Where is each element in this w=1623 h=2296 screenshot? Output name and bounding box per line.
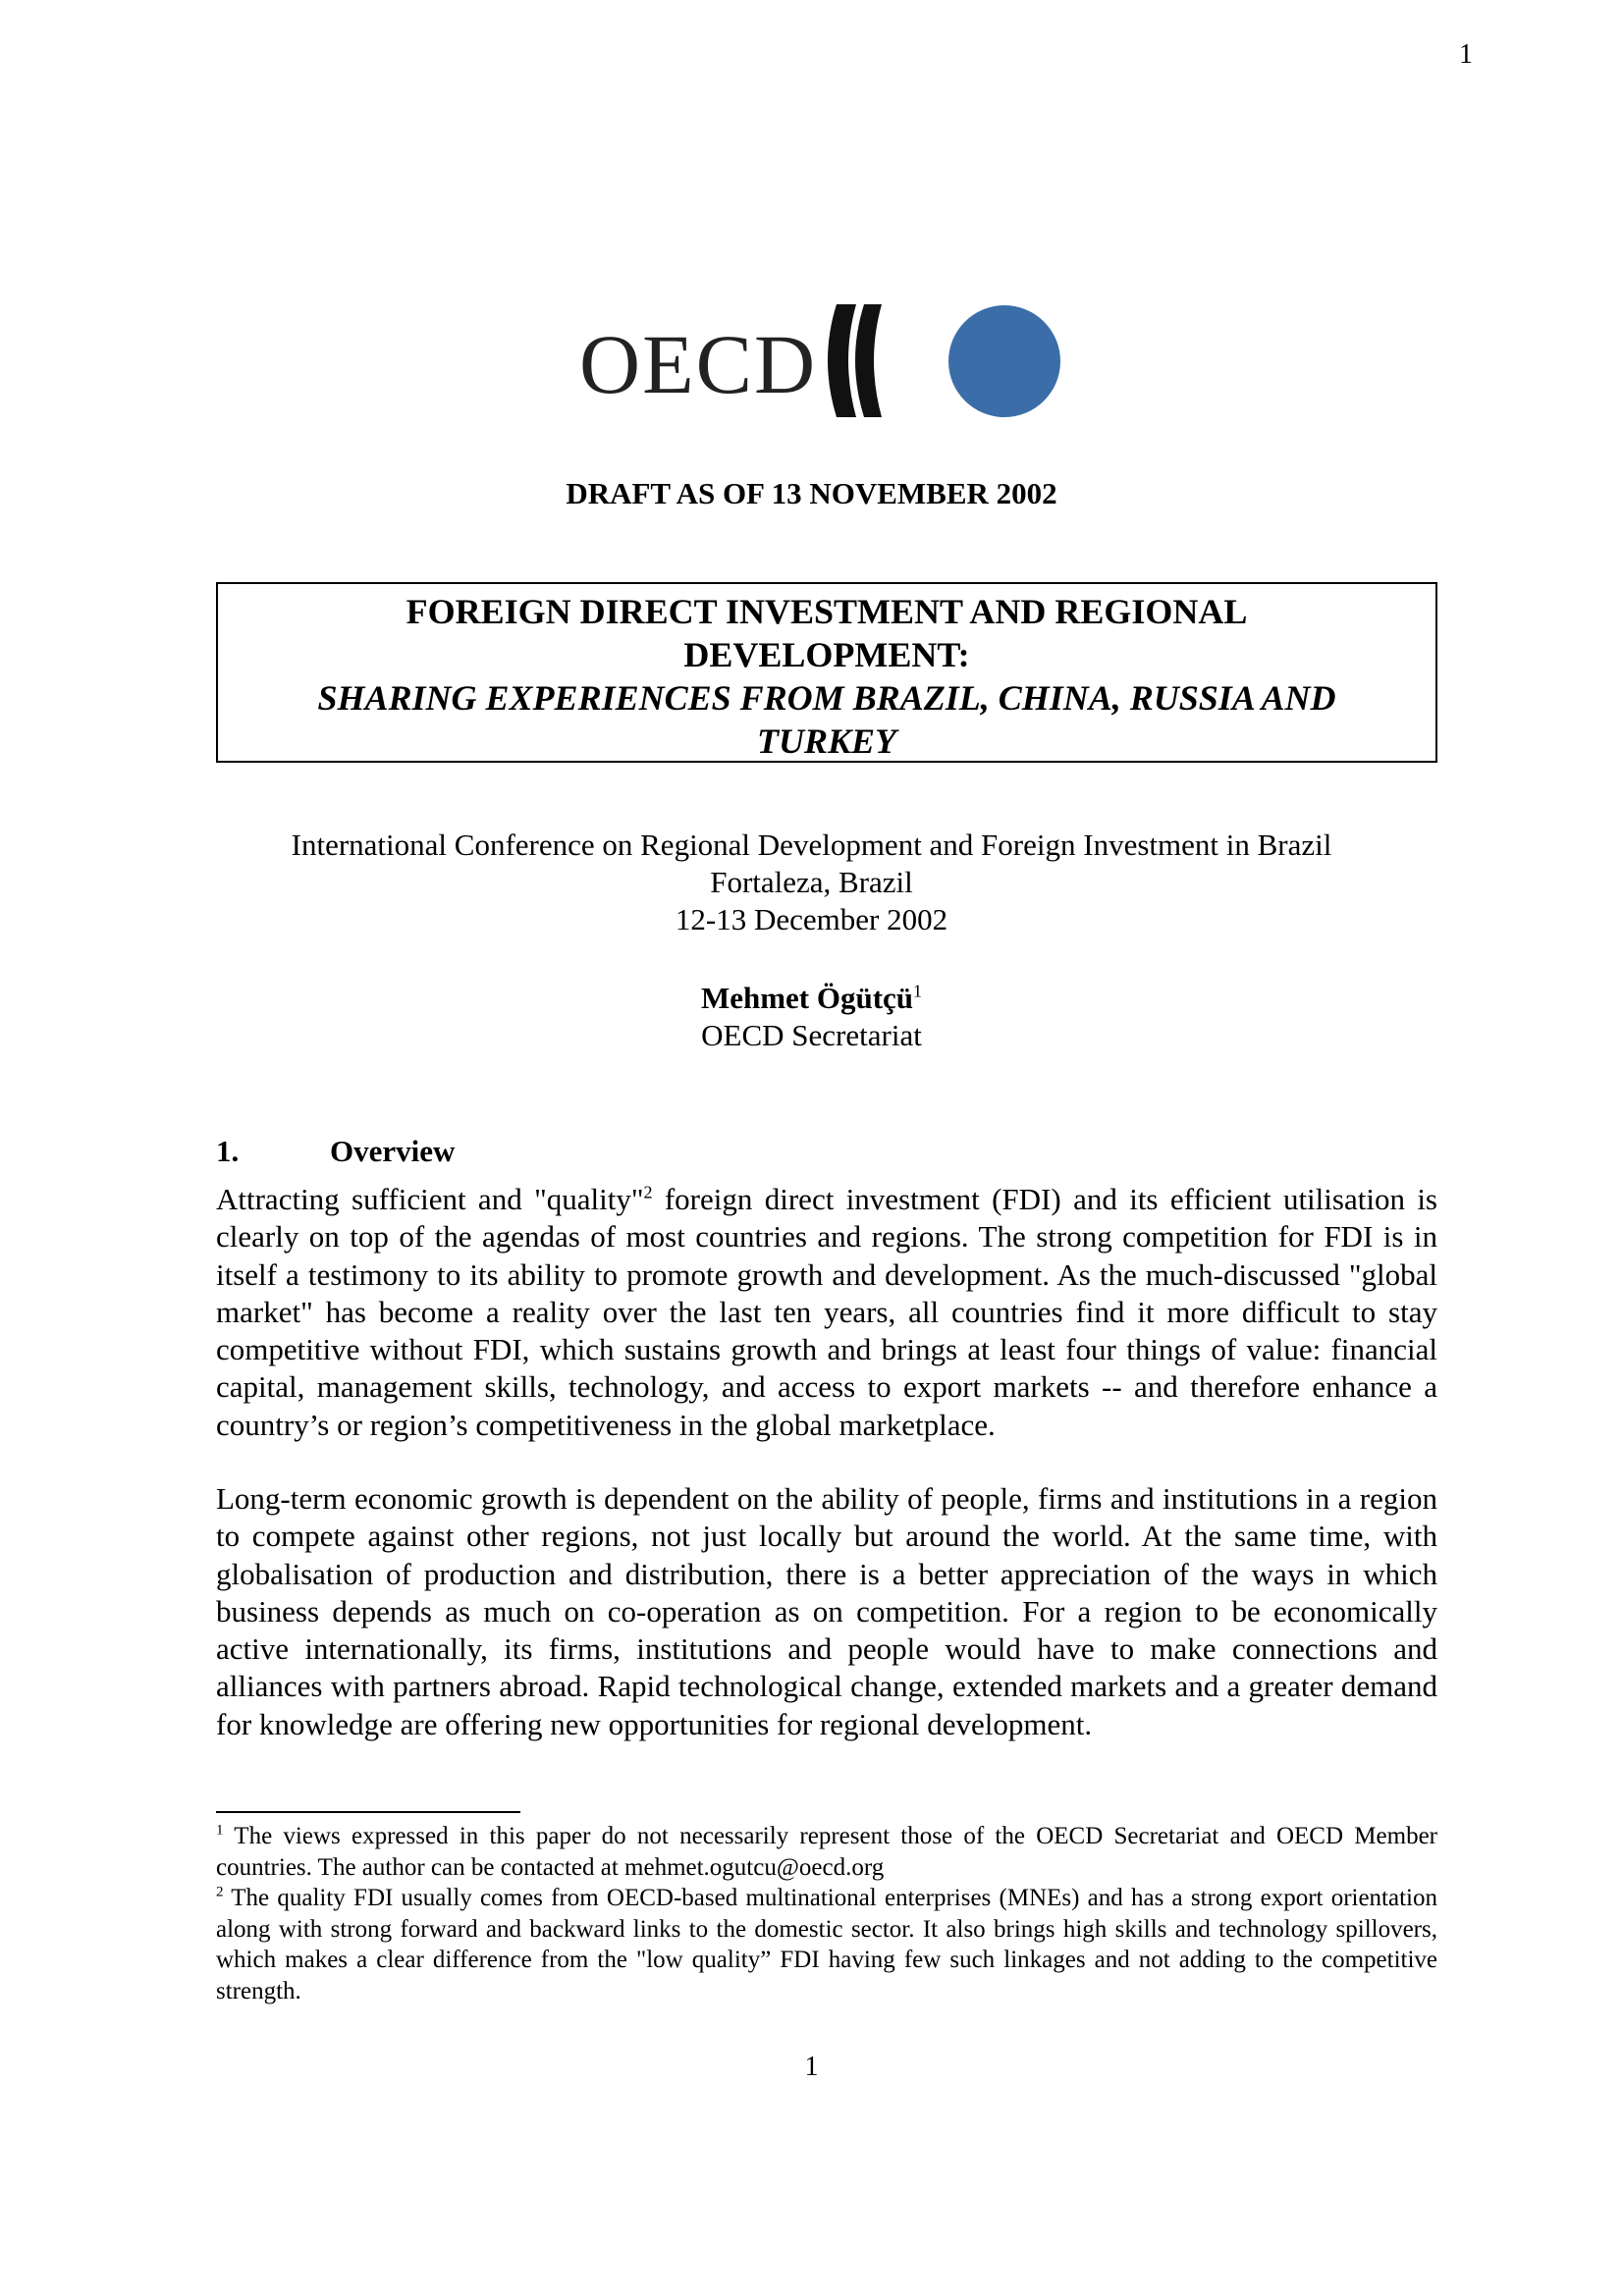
document-subtitle: SHARING EXPERIENCES FROM BRAZIL, CHINA, RUSSIA AND TURKEY: [317, 678, 1336, 761]
footnote-2-mark: 2: [216, 1884, 224, 1900]
page-number-top: 1: [1459, 39, 1473, 70]
paragraph-2: Long-term economic growth is dependent on the ability of people, firms and institutions in a region to compete against other regions, not just locally but around the world. At the same time, with globalisation of production and distribution, there is a better appreciation of the ways in which business depends as much on co-operation as on competition. For a region to be economically active internationally, its firms, institutions and people would have to make connections and alliances with partners abroad. Rapid technological change, extended markets and a greater demand for knowledge are offering new opportunities for regional development.: [216, 1481, 1437, 1741]
oecd-logo-bracket-inner: [855, 304, 882, 417]
paragraph-1-text-b: foreign direct investment (FDI) and its efficient utilisation is clearly on top of the agendas of most countries and regions. The strong competition for FDI is in itself a testimony to its ability to promote growth and development. As the much-discussed "global market" has become a reality over the last ten years, all countries find it more difficult to stay competitive without FDI, which sustains growth and brings at least four things of value: financial capital, management skills, technology, and access to export markets -- and therefore enhance a country’s or region’s competitiveness in the global marketplace.: [216, 1182, 1437, 1442]
author-block: [0, 980, 1623, 1054]
conference-location: Fortaleza, Brazil: [710, 865, 913, 899]
paragraph-1-text-a: Attracting sufficient and "quality": [216, 1182, 644, 1216]
author-affiliation: OECD Secretariat: [701, 1018, 922, 1052]
paragraph-1: [216, 1181, 1437, 1444]
section-number: 1.: [216, 1134, 240, 1168]
author-line: [0, 980, 1623, 1017]
author-name: Mehmet Ögütçü: [700, 981, 914, 1015]
oecd-logo-circle: [948, 305, 1060, 417]
footnotes: [216, 1821, 1437, 2006]
footnote-2: [216, 1883, 1437, 2006]
oecd-logo: [579, 294, 1060, 427]
oecd-logo-text: OECD: [579, 317, 818, 411]
footnote-2-text: The quality FDI usually comes from OECD-based multinational enterprises (MNEs) and has a strong export orientation along with strong forward and backward links to the domestic sector. It also brings high skills and technology spillovers, which makes a clear difference from the "low quality” FDI having few such linkages and not adding to the competitive strength.: [216, 1885, 1437, 2004]
page-number-bottom: 1: [804, 2052, 819, 2082]
document-title: FOREIGN DIRECT INVESTMENT AND REGIONAL DEVELOPMENT:: [406, 592, 1248, 674]
conference-dates: 12-13 December 2002: [675, 902, 948, 936]
section-heading: [216, 1134, 455, 1169]
draft-date-line: DRAFT AS OF 13 NOVEMBER 2002: [566, 476, 1057, 510]
oecd-logo-bracket-outer: [828, 304, 856, 417]
footnote-1-mark: 1: [216, 1822, 224, 1839]
footnote-1: [216, 1821, 1437, 1883]
paragraph-1-footnote-mark: 2: [643, 1182, 653, 1202]
author-footnote-mark: 1: [913, 981, 923, 1001]
conference-name: International Conference on Regional Development and Foreign Investment in Brazil: [291, 828, 1332, 862]
title-box: [216, 582, 1437, 763]
footnote-divider: [216, 1811, 520, 1813]
section-title: Overview: [330, 1134, 456, 1168]
conference-info: [0, 827, 1623, 938]
footnote-1-text: The views expressed in this paper do not necessarily represent those of the OECD Secretariat and OECD Member countries. The author can be contacted at mehmet.ogutcu@oecd.org: [216, 1823, 1437, 1881]
